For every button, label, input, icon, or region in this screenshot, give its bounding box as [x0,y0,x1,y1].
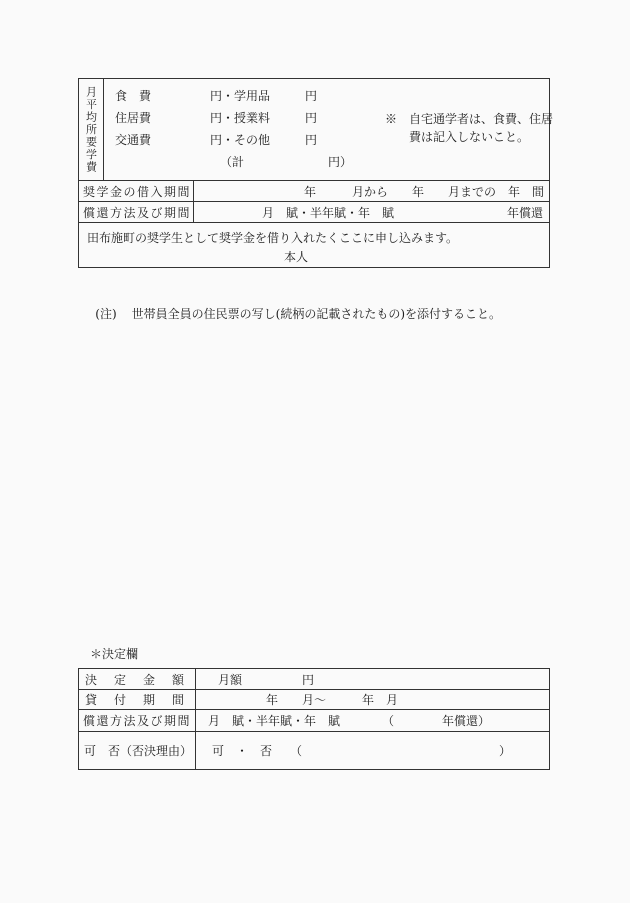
commuter-note-line2: 費は記入しないこと。 [409,130,530,144]
attachment-note-body: 世帯員全員の住民票の写し(続柄の記載されたもの)を添付すること。 [131,307,502,321]
decision-approval-row [79,731,549,769]
expense-label-housing: 住居費 [115,111,152,125]
decision-approval-value-cell [196,732,549,769]
attachment-note-prefix: (注) [95,307,117,321]
decision-amount-row [79,669,549,689]
decision-approval-value: 可 ・ 否 （ [212,744,303,758]
decision-lending-period-label: 貸 付 期 間 [79,690,196,709]
expense-header-vertical-label: 月平均所要学費 [84,85,98,174]
decision-lending-period-row [79,689,549,709]
repayment-method-value: 月 賦・半年賦・年 賦 [262,205,395,220]
decision-amount-value: 月額 円 [218,672,315,687]
decision-section-title: ＊決定欄 [90,647,139,661]
expense-yen-3: 円 [305,133,318,147]
commuter-note-line1: ※ 自宅通学者は、食費、住居 [385,112,554,126]
expense-yen-2: 円 [305,111,318,125]
expense-unit-other: 円・その他 [210,133,271,147]
decision-amount-label: 決 定 金 額 [79,669,196,689]
decision-lending-period-value: 年 月～ 年 月 [266,693,399,707]
application-table [78,78,554,268]
expense-content-cell [104,79,554,180]
loan-period-value: 年 月から 年 月までの 年 間 [304,184,545,199]
monthly-expense-row [79,79,554,180]
application-statement-row [79,222,549,267]
expense-unit-supplies: 円・学用品 [210,89,271,103]
applicant-signer-label: 本人 [284,250,309,264]
commuter-note [385,110,557,146]
repayment-value-cell [194,202,549,222]
repayment-years-suffix: 年償還 [506,205,543,220]
decision-approval-label: 可 否（否決理由） [79,732,196,769]
decision-repayment-value: 月 賦・半年賦・年 賦 （ 年償還） [208,714,491,728]
decision-repayment-label: 償還方法及び期間 [79,710,196,731]
loan-period-label: 奨学金の借入期間 [79,181,194,201]
decision-approval-close-paren: ） [498,744,511,758]
expense-label-transport: 交通費 [115,133,152,147]
expense-header-cell [79,79,104,180]
expense-label-food: 食 費 [115,89,152,103]
repayment-row [79,201,549,222]
expense-yen-1: 円 [305,89,318,103]
expense-total-close: 円） [328,155,353,169]
repayment-label: 償還方法及び期間 [79,202,194,222]
decision-table [78,668,550,770]
expense-unit-tuition: 円・授業料 [210,111,271,125]
attachment-note [80,291,501,336]
loan-period-row [79,180,549,201]
expense-total-open: （計 [220,155,245,169]
application-statement: 田布施町の奨学生として奨学金を借り入れたくここに申し込みます。 [87,231,459,245]
decision-repayment-row [79,709,549,731]
